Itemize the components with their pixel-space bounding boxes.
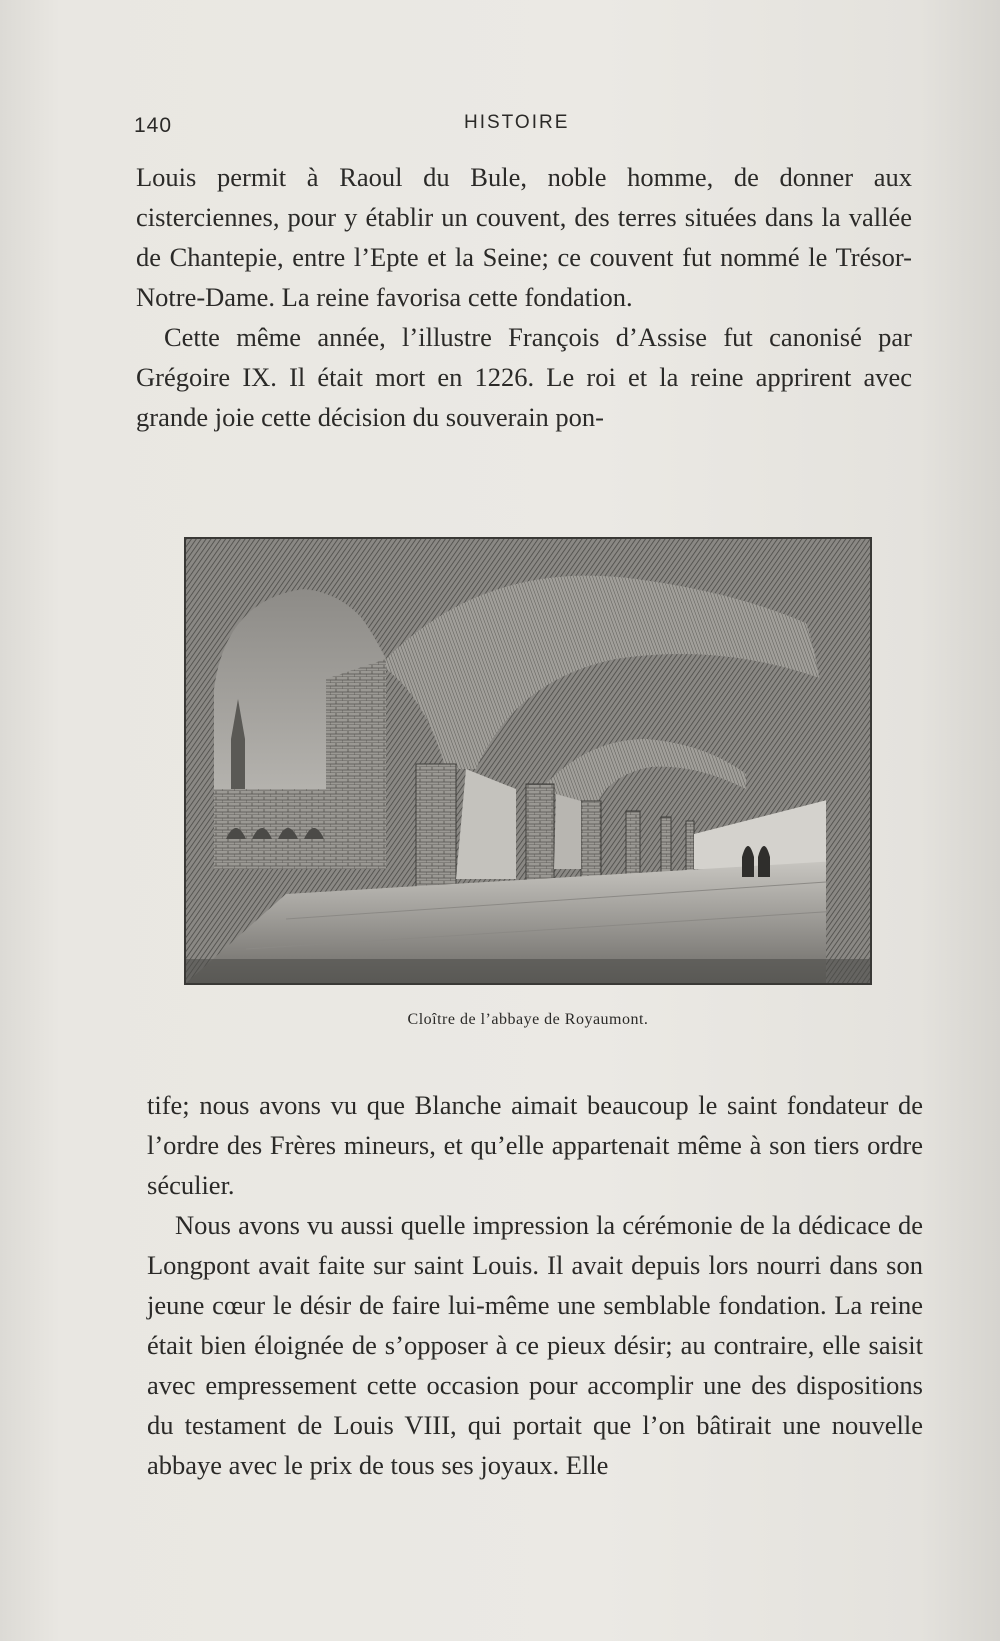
page-number: 140 (134, 114, 173, 137)
text-block-bottom (147, 1085, 923, 1485)
paragraph: Louis permit à Raoul du Bule, noble homme, de donner aux cisterciennes, pour y établir un couvent, des terres situées dans la vallée de Chantepie, entre l’Epte et la Seine; ce couvent fut nommé le Trésor-Notre-Dame. La reine favorisa cette fondation. (136, 162, 912, 312)
paragraph: Nous avons vu aussi quelle impression la cérémonie de la dédicace de Longpont avait faite sur saint Louis. Il avait depuis lors nourri dans son jeune cœur le désir de faire lui-même une semblable fondation. La reine était bien éloignée de s’opposer à ce pieux désir; au contraire, elle saisit avec empressement cette occasion pour accomplir une des dispositions du testament de Louis VIII, qui portait que l’on bâtirait une nouvelle abbaye avec le prix de tous ses joyaux. Elle (147, 1210, 923, 1480)
running-head: HISTOIRE (464, 112, 570, 133)
paragraph: tife; nous avons vu que Blanche aimait beaucoup le saint fondateur de l’ordre des Frères mineurs, et qu’elle appartenait même à son tiers ordre séculier. (147, 1090, 923, 1200)
figure-caption: Cloître de l’abbaye de Royaumont. (407, 1011, 649, 1028)
cloister-engraving (184, 537, 872, 985)
paragraph: Cette même année, l’illustre François d’Assise fut canonisé par Grégoire IX. Il était mort en 1226. Le roi et la reine apprirent avec grande joie cette décision du souverain pon- (136, 322, 912, 432)
text-block-top (136, 157, 912, 437)
page-header (134, 108, 914, 142)
engraving-illustration (186, 539, 870, 983)
